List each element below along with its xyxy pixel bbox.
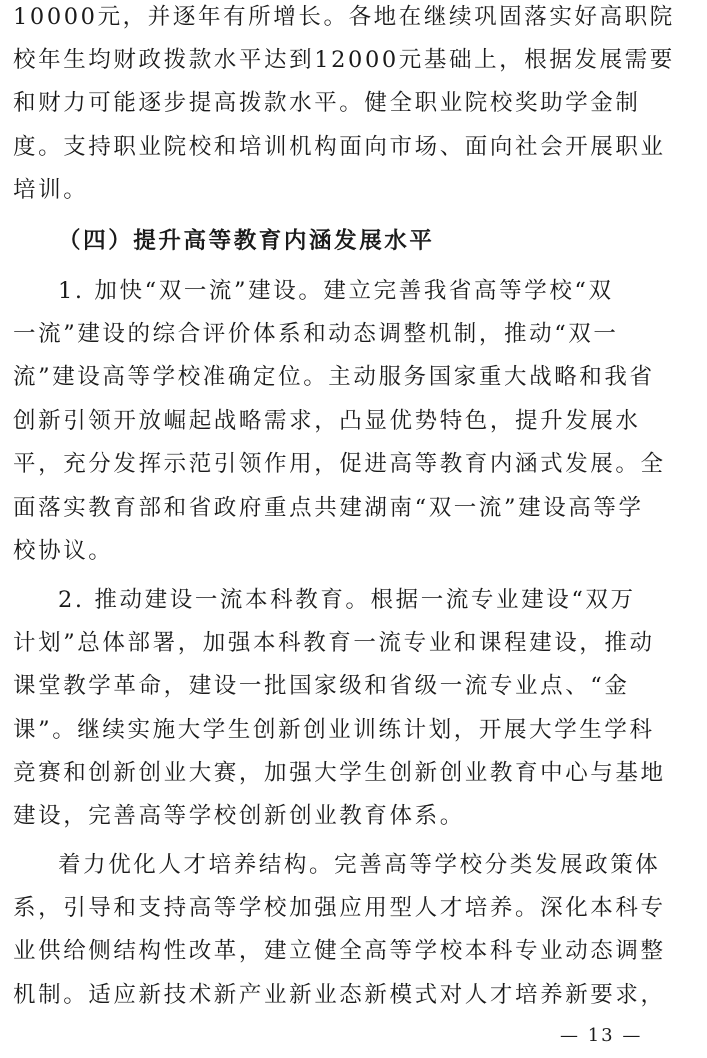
text-line: 校协议。 <box>13 538 114 564</box>
text-line: 10000元，并逐年有所增长。各地在继续巩固落实好高职院 <box>13 4 675 30</box>
text-line: 2. 推动建设一流本科教育。根据一流专业建设“双万 <box>58 587 636 613</box>
text-line: 1. 加快“双一流”建设。建立完善我省高等学校“双 <box>58 278 614 304</box>
text-line: 和财力可能逐步提高拨款水平。健全职业院校奖助学金制 <box>13 90 641 116</box>
text-line: 平，充分发挥示范引领作用，促进高等教育内涵式发展。全 <box>13 451 666 477</box>
text-line: 培训。 <box>13 177 89 203</box>
text-line: 着力优化人才培养结构。完善高等学校分类发展政策体 <box>58 852 661 878</box>
text-line: 系，引导和支持高等学校加强应用型人才培养。深化本科专 <box>13 895 666 921</box>
text-line: 计划”总体部署，加强本科教育一流专业和课程建设，推动 <box>13 630 655 656</box>
text-line: 校年生均财政拨款水平达到12000元基础上，根据发展需要 <box>13 47 675 73</box>
text-line: 流”建设高等学校准确定位。主动服务国家重大战略和我省 <box>13 364 655 390</box>
text-line: 建设，完善高等学校创新创业教育体系。 <box>13 803 465 829</box>
text-line: 课堂教学革命，建设一批国家级和省级一流专业点、“金 <box>13 673 630 699</box>
text-line: 课”。继续实施大学生创新创业训练计划，开展大学生学科 <box>13 717 655 743</box>
text-line: 业供给侧结构性改革，建立健全高等学校本科专业动态调整 <box>13 938 666 964</box>
text-line: 机制。适应新技术新产业新业态新模式对人才培养新要求， <box>13 982 666 1008</box>
text-line: 一流”建设的综合评价体系和动态调整机制，推动“双一 <box>13 321 619 347</box>
page-number: — 13 — <box>560 1025 643 1046</box>
text-line: 创新引领开放崛起战略需求，凸显优势特色，提升发展水 <box>13 408 641 434</box>
text-line: 竞赛和创新创业大赛，加强大学生创新创业教育中心与基地 <box>13 760 666 786</box>
text-line: 度。支持职业院校和培训机构面向市场、面向社会开展职业 <box>13 134 666 160</box>
text-line: 面落实教育部和省政府重点共建湖南“双一流”建设高等学 <box>13 495 644 521</box>
section-heading: （四）提升高等教育内涵发展水平 <box>58 228 435 254</box>
